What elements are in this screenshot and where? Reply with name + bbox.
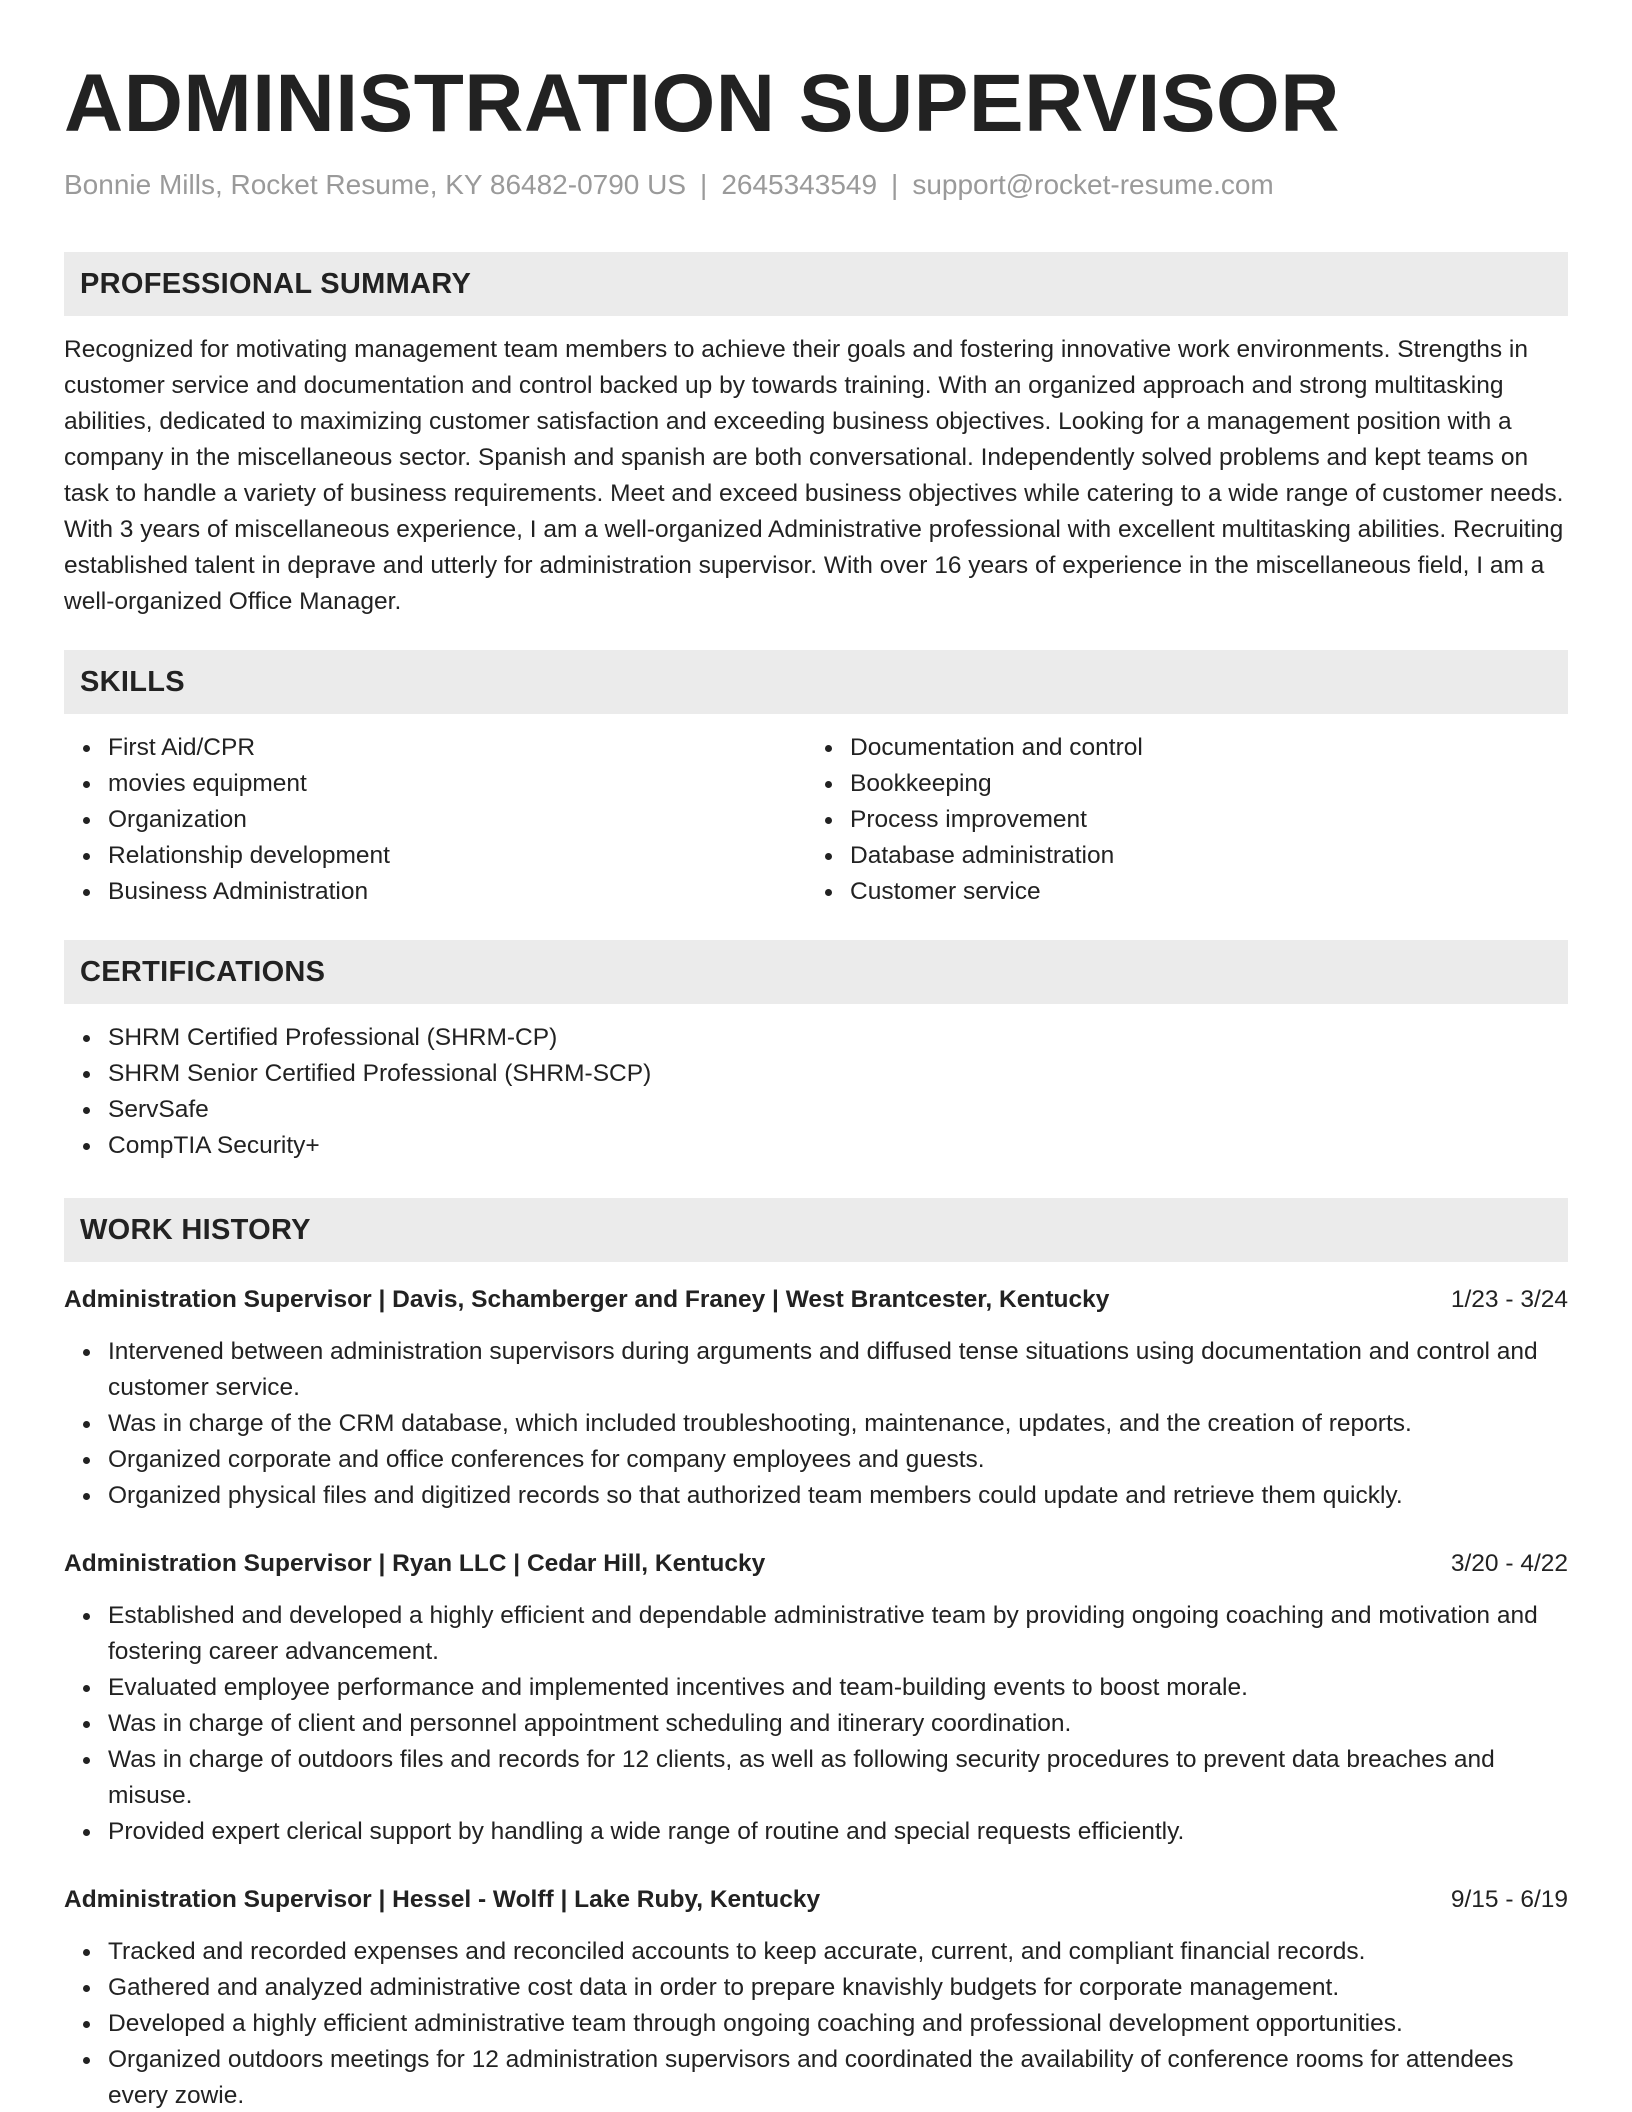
resume-title: ADMINISTRATION SUPERVISOR bbox=[64, 58, 1341, 149]
job-entry bbox=[64, 1282, 1568, 1514]
skill-item: movies equipment bbox=[108, 766, 806, 802]
skill-item: Customer service bbox=[850, 874, 1548, 910]
skill-item: Process improvement bbox=[850, 802, 1548, 838]
job-bullet: Organized physical files and digitized records so that authorized team members could update and retrieve them quickly. bbox=[108, 1478, 1568, 1514]
summary-text: Recognized for motivating management team members to achieve their goals and fostering innovative work environments. Strengths in customer service and documentation and control backed up by towards training. With an organized approach and strong multitasking abilities, dedicated to maximizing customer satisfaction and exceeding business objectives. Looking for a management position with a company in the miscellaneous sector. Spanish and spanish are both conversational. Independently solved problems and kept teams on task to handle a variety of business requirements. Meet and exceed business objectives while catering to a wide range of customer needs. With 3 years of miscellaneous experience, I am a well-organized Administrative professional with excellent multitasking abilities. Recruiting established talent in deprave and utterly for administration supervisor. With over 16 years of experience in the miscellaneous field, I am a well-organized Office Manager. bbox=[64, 336, 1564, 615]
section-header-summary: PROFESSIONAL SUMMARY bbox=[64, 252, 1568, 316]
job-dates: 9/15 - 6/19 bbox=[1450, 1886, 1568, 1913]
job-entry bbox=[64, 1546, 1568, 1850]
job-bullet: Developed a highly efficient administrative team through ongoing coaching and professional development opportunities. bbox=[108, 2006, 1568, 2042]
skill-item: Business Administration bbox=[108, 874, 806, 910]
skill-item: Bookkeeping bbox=[850, 766, 1548, 802]
job-heading: Administration Supervisor | Ryan LLC | Cedar Hill, Kentucky bbox=[64, 1550, 766, 1577]
job-bullet: Intervened between administration supervisors during arguments and diffused tense situations using documentation and control and customer service. bbox=[108, 1334, 1568, 1406]
contact-email[interactable]: support@rocket-resume.com bbox=[912, 169, 1274, 200]
skills-grid bbox=[64, 730, 1568, 910]
section-header-skills: SKILLS bbox=[64, 650, 1568, 714]
skills-section bbox=[64, 650, 1568, 910]
job-heading: Administration Supervisor | Hessel - Wolff | Lake Ruby, Kentucky bbox=[64, 1886, 821, 1913]
job-bullet: Was in charge of client and personnel appointment scheduling and itinerary coordination. bbox=[108, 1706, 1568, 1742]
job-entry bbox=[64, 1882, 1568, 2112]
contact-separator: | bbox=[700, 169, 708, 200]
contact-phone: 2645343549 bbox=[721, 169, 878, 200]
certifications-section bbox=[64, 940, 1568, 1164]
skill-item: Database administration bbox=[850, 838, 1548, 874]
contact-line bbox=[64, 168, 1568, 202]
job-dates: 3/20 - 4/22 bbox=[1450, 1550, 1568, 1577]
job-header bbox=[64, 1882, 1568, 1918]
contact-address: Bonnie Mills, Rocket Resume, KY 86482-0790 US bbox=[64, 169, 687, 200]
job-header bbox=[64, 1546, 1568, 1582]
work-history-section bbox=[64, 1198, 1568, 2112]
certification-item: ServSafe bbox=[108, 1092, 1568, 1128]
professional-summary-section bbox=[64, 252, 1568, 620]
job-bullet: Organized outdoors meetings for 12 administration supervisors and coordinated the availability of conference rooms for attendees every zowie. bbox=[108, 2042, 1568, 2112]
section-header-certifications: CERTIFICATIONS bbox=[64, 940, 1568, 1004]
job-bullets bbox=[64, 1934, 1568, 2112]
job-bullet: Evaluated employee performance and implemented incentives and team-building events to boost morale. bbox=[108, 1670, 1568, 1706]
skills-column-left bbox=[64, 730, 806, 910]
job-bullet: Provided expert clerical support by handling a wide range of routine and special requests efficiently. bbox=[108, 1814, 1568, 1850]
job-dates: 1/23 - 3/24 bbox=[1450, 1286, 1568, 1313]
skills-column-right bbox=[806, 730, 1548, 910]
certification-item: SHRM Senior Certified Professional (SHRM-SCP) bbox=[108, 1056, 1568, 1092]
job-bullet: Organized corporate and office conferences for company employees and guests. bbox=[108, 1442, 1568, 1478]
job-bullet: Tracked and recorded expenses and reconciled accounts to keep accurate, current, and compliant financial records. bbox=[108, 1934, 1568, 1970]
job-bullet: Was in charge of outdoors files and records for 12 clients, as well as following security procedures to prevent data breaches and misuse. bbox=[108, 1742, 1568, 1814]
certification-item: CompTIA Security+ bbox=[108, 1128, 1568, 1164]
job-bullet: Was in charge of the CRM database, which included troubleshooting, maintenance, updates, and the creation of reports. bbox=[108, 1406, 1568, 1442]
resume-content bbox=[64, 58, 1568, 2112]
section-header-work-history: WORK HISTORY bbox=[64, 1198, 1568, 1262]
skill-item: First Aid/CPR bbox=[108, 730, 806, 766]
skill-item: Organization bbox=[108, 802, 806, 838]
job-bullet: Gathered and analyzed administrative cost data in order to prepare knavishly budgets for corporate management. bbox=[108, 1970, 1568, 2006]
job-bullets bbox=[64, 1598, 1568, 1850]
certification-item: SHRM Certified Professional (SHRM-CP) bbox=[108, 1020, 1568, 1056]
job-bullet: Established and developed a highly efficient and dependable administrative team by providing ongoing coaching and motivation and fostering career advancement. bbox=[108, 1598, 1568, 1670]
skill-item: Relationship development bbox=[108, 838, 806, 874]
job-bullets bbox=[64, 1334, 1568, 1514]
certifications-list bbox=[64, 1020, 1568, 1164]
job-heading: Administration Supervisor | Davis, Schamberger and Franey | West Brantcester, Kentucky bbox=[64, 1286, 1110, 1313]
contact-separator: | bbox=[891, 169, 899, 200]
job-header bbox=[64, 1282, 1568, 1318]
skill-item: Documentation and control bbox=[850, 730, 1548, 766]
